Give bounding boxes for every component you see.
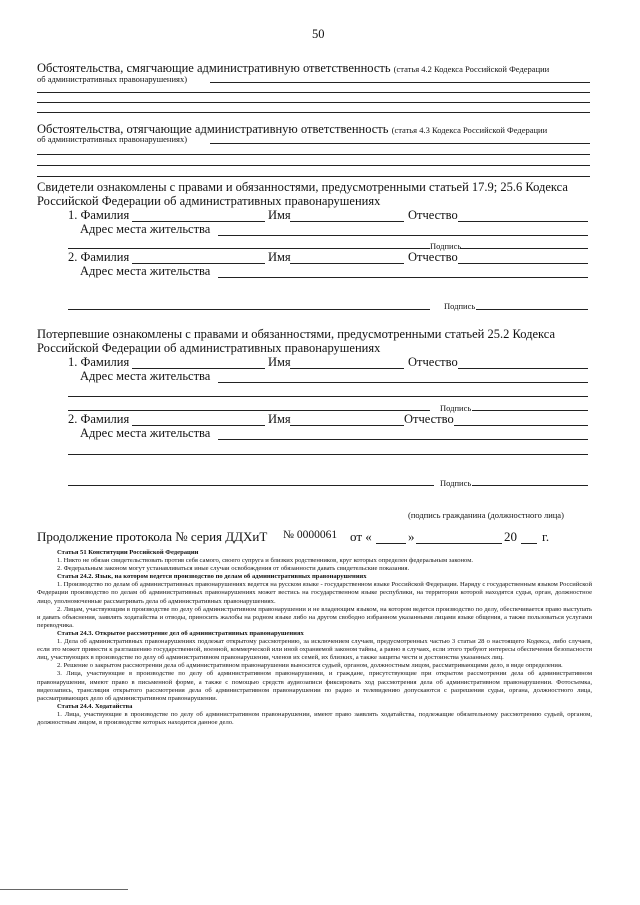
victim-1-name-field[interactable]	[290, 368, 404, 369]
witness-2-name-field[interactable]	[290, 263, 404, 264]
mitigating-line-1[interactable]	[210, 82, 590, 83]
official-signature-caption: (подпись гражданина (должностного лица)	[408, 510, 564, 520]
aggravating-line-4[interactable]	[37, 176, 590, 177]
law-heading-24-3: Статья 24.3. Открытое рассмотрение дел об административных правонарушениях	[57, 629, 304, 637]
mitigating-line-3[interactable]	[37, 102, 590, 103]
victim-2-address-field-3[interactable]	[68, 485, 434, 486]
victim-1-address-field-2[interactable]	[68, 396, 588, 397]
witness-1-name-label: Имя	[268, 208, 291, 222]
date-year-field[interactable]	[521, 543, 537, 544]
page-number: 50	[312, 27, 325, 41]
date-year-prefix: 20	[504, 529, 517, 544]
victim-1-address-field-3[interactable]	[68, 410, 430, 411]
victim-2-signature-field[interactable]	[472, 485, 588, 486]
victim-2-address-label: Адрес места жительства	[80, 426, 211, 440]
date-month-field[interactable]	[416, 543, 502, 544]
victims-line-1: Потерпевшие ознакомлены с правами и обязанностями, предусмотренными статьей 25.2 Кодекса	[37, 327, 556, 341]
witness-2-address-field[interactable]	[218, 277, 588, 278]
witness-1-surname-label: 1. Фамилия	[68, 208, 130, 222]
witness-1-patronymic-field[interactable]	[458, 221, 588, 222]
law-24-3-p3: 3. Лица, участвующие в производстве по делу об административном правонарушении, и граждане, присутствующие при открытом рассмотрении дела об административном правонарушении, имеют право в письменной форме, а также с помощью средств аудиозаписи фиксировать ход рассмотрения дела об административном правонарушении. Фотосъемка, видеозапись, трансляция открытого рассмотрения дела об административном правонарушении по радио и телевидению допускаются с разрешения судьи, органа, должностного лица, рассматривающих дело об административном правонарушении.	[37, 670, 592, 702]
witness-1-address-field[interactable]	[218, 235, 588, 236]
mitigating-title: Обстоятельства, смягчающие административную ответственность	[37, 61, 391, 75]
date-from-label: от «	[350, 529, 372, 544]
victims-line-2: Российской Федерации об административных правонарушениях	[37, 341, 381, 355]
witness-1-patronymic-label: Отчество	[408, 208, 458, 222]
witnesses-line-2: Российской Федерации об административных правонарушениях	[37, 194, 381, 208]
witness-2-patronymic-label: Отчество	[408, 250, 458, 264]
victim-1-address-field[interactable]	[218, 382, 588, 383]
victim-2-address-field-2[interactable]	[68, 454, 588, 455]
law-heading-24-2: Статья 24.2. Язык, на котором ведется производство по делам об административных правонарушениях	[57, 573, 367, 581]
victim-1-address-label: Адрес места жительства	[80, 369, 211, 383]
mitigating-line-4[interactable]	[37, 112, 590, 113]
law-heading-24-4: Статья 24.4. Ходатайства	[57, 702, 133, 710]
law-excerpts	[37, 549, 592, 727]
continuation-label: Продолжение протокола № серия ДДХиТ	[37, 529, 268, 544]
witness-1-signature-field[interactable]	[460, 248, 588, 249]
witness-2-address-label: Адрес места жительства	[80, 264, 211, 278]
law-24-4-p1: 1. Лица, участвующие в производстве по делу об административном правонарушении, имеют право заявлять ходатайства, подлежащие обязательному рассмотрению судьей, органом, должностным лицом, в производстве которых находится данное дело.	[37, 710, 592, 726]
witness-1-signature-label: Подпись	[430, 241, 462, 251]
victim-1-patronymic-field[interactable]	[458, 368, 588, 369]
victim-2-signature-label: Подпись	[440, 478, 472, 488]
witness-2-surname-label: 2. Фамилия	[68, 250, 130, 264]
law-51-p1: 1. Никто не обязан свидетельствовать против себя самого, своего супруга и близких родственников, круг которых определен федеральным законом.	[57, 557, 474, 565]
victim-2-patronymic-field[interactable]	[454, 425, 588, 426]
victim-2-name-label: Имя	[268, 412, 291, 426]
date-quote-close: »	[408, 529, 415, 544]
aggravating-ref-2: об административных правонарушениях)	[37, 134, 188, 144]
law-24-2-p2: 2. Лицам, участвующим в производстве по делу об административном правонарушении и не владеющим языком, на котором ведется производство по делу, обеспечивается право выступать и давать объяснения, заявлять ходатайства и отводы, приносить жалобы на родном языке либо на другом свободно избранном указанными лицами языке общения, а также пользоваться услугами переводчика.	[37, 605, 592, 629]
witness-2-signature-label: Подпись	[444, 301, 476, 311]
victim-1-patronymic-label: Отчество	[408, 355, 458, 369]
aggravating-ref: (статья 4.3 Кодекса Российской Федерации	[391, 125, 548, 135]
date-day-field[interactable]	[376, 543, 406, 544]
law-24-2-p1: 1. Производство по делам об административных правонарушениях ведется на русском языке - государственном языке Российской Федерации. Наряду с государственным языком Российской Федерации производство по делам об административных правонарушениях может вестись на государственном языке республики, на территории которой находятся судья, орган, должностное лицо, уполномоченные рассматривать дела об административных правонарушениях.	[37, 581, 592, 605]
mitigating-ref: (статья 4.2 Кодекса Российской Федерации	[393, 64, 550, 74]
mitigating-line-2[interactable]	[37, 92, 590, 93]
date-year-suffix: г.	[542, 529, 550, 544]
victim-1-signature-field[interactable]	[472, 410, 588, 411]
protocol-number: № 0000061	[283, 529, 338, 541]
victim-2-name-field[interactable]	[290, 425, 404, 426]
witness-1-name-field[interactable]	[290, 221, 404, 222]
victim-1-signature-label: Подпись	[440, 403, 472, 413]
witnesses-line-1: Свидетели ознакомлены с правами и обязанностями, предусмотренными статьей 17.9; 25.6 Кодекса	[37, 180, 568, 194]
witness-1-address-label: Адрес места жительства	[80, 222, 211, 236]
victim-2-patronymic-label: Отчество	[404, 412, 454, 426]
witness-2-name-label: Имя	[268, 250, 291, 264]
witness-2-address-field-2[interactable]	[68, 309, 430, 310]
law-24-3-p1: 1. Дела об административных правонарушениях подлежат открытому рассмотрению, за исключением случаев, предусмотренных частью 3 статьи 28 о настоящего Кодекса, либо случаев, если это может привести к разглашению государственной, военной, коммерческой или иной охраняемой законом тайны, а равно в случаях, если этого требуют интересы обеспечения безопасности лиц, участвующих в производстве по делу об административном правонарушении, членов их семей, их близких, а также защиты чести и достоинства указанных лиц.	[37, 638, 592, 662]
aggravating-title: Обстоятельства, отягчающие административную ответственность	[37, 122, 389, 136]
witness-1-address-field-2[interactable]	[68, 248, 430, 249]
victim-2-address-field[interactable]	[218, 439, 588, 440]
law-51-p2: 2. Федеральным законом могут устанавливаться иные случаи освобождения от обязанности давать свидетельские показания.	[57, 565, 410, 573]
witness-2-patronymic-field[interactable]	[458, 263, 588, 264]
law-24-3-p2: 2. Решение о закрытом рассмотрении дела об административном правонарушении выносится судьей, органом, должностным лицом, рассматривающими дело, в виде определения.	[57, 662, 563, 670]
witness-2-signature-field[interactable]	[476, 309, 588, 310]
aggravating-line-1[interactable]	[210, 143, 590, 144]
bottom-divider	[0, 889, 128, 890]
law-heading-51: Статья 51 Конституции Российской Федерации	[57, 549, 199, 556]
mitigating-ref-2: об административных правонарушениях)	[37, 74, 188, 84]
victim-1-surname-label: 1. Фамилия	[68, 355, 130, 369]
aggravating-line-2[interactable]	[37, 154, 590, 155]
victim-1-name-label: Имя	[268, 355, 291, 369]
victim-2-surname-label: 2. Фамилия	[68, 412, 130, 426]
aggravating-line-3[interactable]	[37, 165, 590, 166]
